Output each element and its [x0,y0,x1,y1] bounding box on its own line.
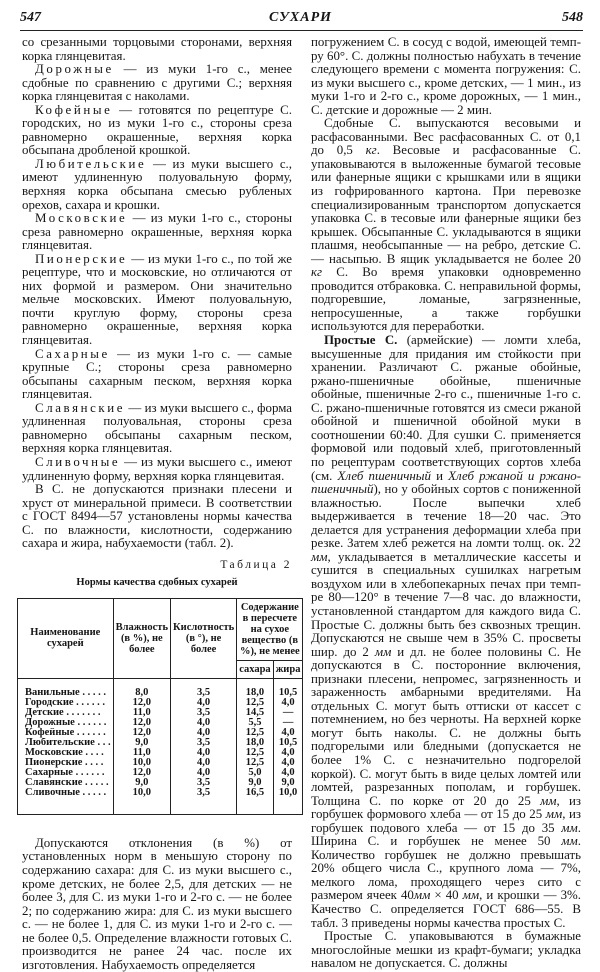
quality-norms-table [17,598,303,815]
cell-acidity: 3,5 [171,738,237,748]
cell-fat: 4,0 [273,748,303,758]
term: Кофейные [35,102,113,117]
running-title: СУХАРИ [269,10,333,25]
cell-moisture: 12,0 [113,768,170,778]
cell-moisture: 9,0 [113,778,170,788]
cell-sugar: 18,0 [237,678,274,698]
text: ), но у обойных сортов с пониженной влажностью. После выпечки хлеб выдерживается в течение 18—20 час. Это делается для устранения деформации хлеба при резке. Затем хлеб режется на ломти толщ. ок. 22 [311,482,581,551]
cell-name: Пионерские . . . . [25,757,104,768]
term: Любительские [35,156,147,171]
term: Дорожные [35,62,114,77]
term: Сахарные [35,346,110,361]
cell-sugar: 5,0 [237,768,274,778]
cell-fat: 4,0 [273,728,303,738]
cell-name: Ванильные . . . . . [25,686,106,698]
cell-sugar: 12,5 [237,758,274,768]
italic-text: Хлеб пшеничный [337,468,431,483]
paragraph [22,63,292,104]
text: — из муки 1-го с., по той же рецептуре, что и московские, но отличаются от них формой и размером. Они значительно мельче московских. Имеют полуовальную, почти круглую форму, стороны среза равномерно окрашенные, верхняя корка глянцевитая. [22,251,292,348]
right-paragraphs [311,36,581,971]
cell-moisture: 12,0 [113,728,170,738]
cell-moisture: 12,0 [113,698,170,708]
text: и [430,468,449,483]
paragraph [311,117,581,334]
running-header [20,8,583,31]
paragraph [22,104,292,158]
cell-fat: 4,0 [273,698,303,708]
text: Допускаются отклонения (в %) от установленных норм в меньшую сторону по содержанию сахара: для С. из муки высшего с., кроме детских, не более 2,5, для детских — не более 3, для С. из муки 1-го и 2-го с. — не более 2; по содержанию жира: для С. из муки высшего с. — не более 1, для С. из муки 1-го и 2-го с. — не более 0,5. Определение влажности готовых С. производится не ранее 24 час. после их изготовления. Набухаемость определяется [22,835,292,972]
cell-moisture: 10,0 [113,758,170,768]
cell-sugar: 12,5 [237,748,274,758]
table-title: Нормы качества сдобных сухарей [76,577,238,589]
cell-sugar: 12,5 [237,728,274,738]
cell-fat: 10,5 [273,678,303,698]
italic-text: мм [374,644,392,659]
cell-fat: 4,0 [273,758,303,768]
page-number-right: 548 [562,10,583,25]
text: — из муки 1-го с. — самые крупные С.; стороны среза равномерно обсыпаны сахарным песком, верхняя корка глянцевитая. [22,346,292,402]
text: — готовятся по рецептуре С. городских, но из муки 1-го с., стороны среза равномерно окрашенные, верхняя корка обсыпана дробленой крошкой. [22,102,292,158]
header-acidity: Кислотность (в °), не более [171,598,237,678]
paragraph [22,36,292,63]
paragraph [22,158,292,212]
page-number-left: 547 [20,10,41,25]
header-sugar: сахара [237,660,274,678]
cell-sugar: 12,5 [237,698,274,708]
cell-moisture: 11,0 [113,708,170,718]
paragraph [22,253,292,348]
italic-text: кг [311,265,323,280]
cell-name: Детские . . . . . . . [25,707,101,718]
cell-moisture: 10,0 [113,788,170,815]
cell-fat: 4,0 [273,768,303,778]
cell-acidity: 3,5 [171,678,237,698]
italic-text: мм [545,807,563,822]
header-content: Содержание в пересчете на сухое вещество (в %), не менее [237,598,303,660]
text: × 40 [430,888,463,903]
text: и дл. не более половины С. Не допускаются в С. посторонние включения, признаки плесени, непромес, загрязненность и зараженность амбарными вредителями. На отдельных С. могут быть оттиски от кассет с потемнением, но без черноты. На верхней корке могут быть наколы. С. не должны быть подгорелыми или бледными (допускается не более 1% С. с незначительно подгорелой коркой). С. могут быть в виде целых ломтей или ломтей, разрезанных пополам, и горбушек. Толщина С. по корке от 20 до 25 [311,644,581,808]
cell-moisture: 8,0 [113,678,170,698]
italic-text: мм [561,820,578,835]
cell-name: Славянские . . . . . [25,777,109,788]
cell-name: Кофейные . . . . . . [25,727,106,738]
header-moisture: Влажность (в %), не более [113,598,170,678]
right-column [311,36,581,971]
cell-sugar: 18,0 [237,738,274,748]
cell-acidity: 4,0 [171,698,237,708]
italic-text: мм [540,793,557,808]
term: Пионерские [35,251,128,266]
paragraph [22,483,292,551]
text: , укладывается в металлические кассеты и сушится в специальных сушилках нагретым воздухом или в хлебопекарных печах при темп-ре 80—120° в течение 7—8 час. до влажности, установленной стандартом для каждого вида С. Простые С. должны быть без сквозных трещин. Допускаются не свыше чем в 35% С. просветы шир. до 2 [311,549,581,659]
cell-sugar: 16,5 [237,788,274,815]
cell-acidity: 4,0 [171,748,237,758]
italic-text: мм [413,888,431,903]
text: , из горбушек формового хлеба — от 15 до 25 [311,793,582,822]
term: Сливочные [35,454,121,469]
bold-term: Простые С. [324,333,398,348]
cell-acidity: 3,5 [171,708,237,718]
paragraph [22,348,292,402]
cell-sugar: 5,5 [237,718,274,728]
cell-sugar: 14,5 [237,708,274,718]
text: — из муки 1-го с., стороны среза равномерно окрашенные, верхняя корка глянцевитая. [22,211,292,253]
cell-fat: 10,5 [273,738,303,748]
text: Сдобные С. выпускаются весовыми и расфасованными. Вес расфасованных С. от 0,1 до 0,5 [311,116,581,158]
cell-acidity: 4,0 [171,768,237,778]
text: со срезанными торцовыми сторонами, верхняя корка глянцевитая. [22,35,292,63]
text: , и крошки — 3%. Качество С. определяется ГОСТ 686—55. В табл. 3 приведены нормы качества простых С. [311,888,581,930]
cell-acidity: 3,5 [171,778,237,788]
text: , из горбушек подового хлеба — от 15 до 35 [311,807,582,835]
text: . Ширина С. и горбушек не менее 50 [311,820,581,849]
text: — из муки высшего с., форма удлиненная полуовальная, стороны среза равномерно обсыпаны сахарным песком, верхняя корка глянцевитая. [22,400,292,456]
text: Простые С. упаковываются в бумажные многослойные мешки из крафт-бумаги; укладка навалом не допускается. С. должны [311,929,581,971]
text: — из муки высшего с., имеют удлиненную полуовальную форму, верхняя корка обсыпана смесью рубленых орехов, сахара и крошки. [22,156,292,212]
paragraph [22,212,292,253]
cell-name: Городские . . . . . . [25,697,106,708]
cell-moisture: 11,0 [113,748,170,758]
italic-text: кг [365,143,377,158]
term: Московские [35,211,128,226]
left-column [22,35,301,972]
table-row [18,788,303,815]
cell-acidity: 4,0 [171,718,237,728]
paragraph [22,402,292,456]
text: В С. не допускаются признаки плесени и хруст от минеральной примеси. В соответствии с ГОСТ 8494—57 установлены нормы качества С. по влажности, кислотности, содержанию сахара и жира, набухаемости (табл. 2). [22,482,292,551]
cell-name: Сахарные . . . . . . [25,767,105,778]
italic-text: мм [561,834,578,849]
header-name: Наименование сухарей [18,598,114,678]
cell-acidity: 4,0 [171,728,237,738]
paragraph [311,334,581,930]
text: . Весовые и расфасованные С. упаковываются в выложенные бумагой тесовые или фанерные ящики с крышками или в ящики из гофрированного картона. При перевозке специализированным транспортом допускается упаковка С. в тесовые или фанерные ящики без крышек. Обсыпанные С. укладываются в ящики плашмя, необсыпанные — на ребро, детские С. — насыпью. В ящик укладывается не более 20 [311,143,581,266]
cell-name: Дорожные . . . . . . [25,717,107,728]
cell-fat: 10,0 [273,788,303,815]
cell-name: Сливочные . . . . . [25,787,107,798]
text: . Количество горбушек не должно превышать 20% общего числа С., крупного лома — 7%, мелкого лома, проходящего через сито с размером ячеек 40 [311,834,581,903]
text: (армейские) — ломти хлеба, высушенные для придания им стойкости при хранении. Различают С. ржаные обойные, ржано-пшеничные обойные, пшеничные обойные, пшеничные 2-го с., пшеничные 1-го с. С. ржано-пшеничные готовятся из смеси ржаной обойной и пшеничной обойной муки в соотношении 60:40. Для сушки С. применяется формовой или подовый хлеб, приготовленный по рецептурам соответствующих сортов хлеба (см. [311,333,581,483]
cell-moisture: 9,0 [113,738,170,748]
paragraph [22,456,292,483]
cell-name: Любительские . . . [25,737,111,748]
cell-name: Московские . . . . [25,747,104,758]
italic-text: мм [462,888,480,903]
text: — из муки высшего с., имеют удлиненную форму, верхняя корка глянцевитая. [22,454,292,483]
text: погружением С. в сосуд с водой, имеющей темп-ру 60°. С. должны полностью набухать в течение следующего времени с момента погружения: С. из муки высшего с., кроме детских, — 1 мин., из муки 1-го и 2-го с., кроме дорожных, — 1 мин., С. детские и дорожные — 2 мин. [311,35,581,117]
cell-acidity: 4,0 [171,758,237,768]
cell-fat: — [273,708,303,718]
term: Славянские [35,400,126,415]
paragraph [311,930,581,971]
text: С. Во время упаковки одновременно проводится отбраковка. С. неправильной формы, подгоревшие, ломаные, загрязненные, непросушенные, а также горбушки используются для переработки. [311,265,581,334]
left-paragraphs [22,36,292,551]
cell-fat: 9,0 [273,778,303,788]
italic-text: мм [311,549,328,564]
header-fat: жира [273,660,303,678]
cell-acidity: 3,5 [171,788,237,815]
table-caption: Таблица 2 [220,558,292,571]
italic-text: Хлеб ржаной и ржано-пшеничный [311,468,581,497]
text: — из муки 1-го с., менее сдобные по сравнению с другими С.; верхняя корка глянцевитая с наколами. [22,62,292,104]
paragraph [311,36,581,117]
table-row [18,678,303,698]
cell-moisture: 12,0 [113,718,170,728]
cell-fat: — [273,718,303,728]
cell-sugar: 9,0 [237,778,274,788]
